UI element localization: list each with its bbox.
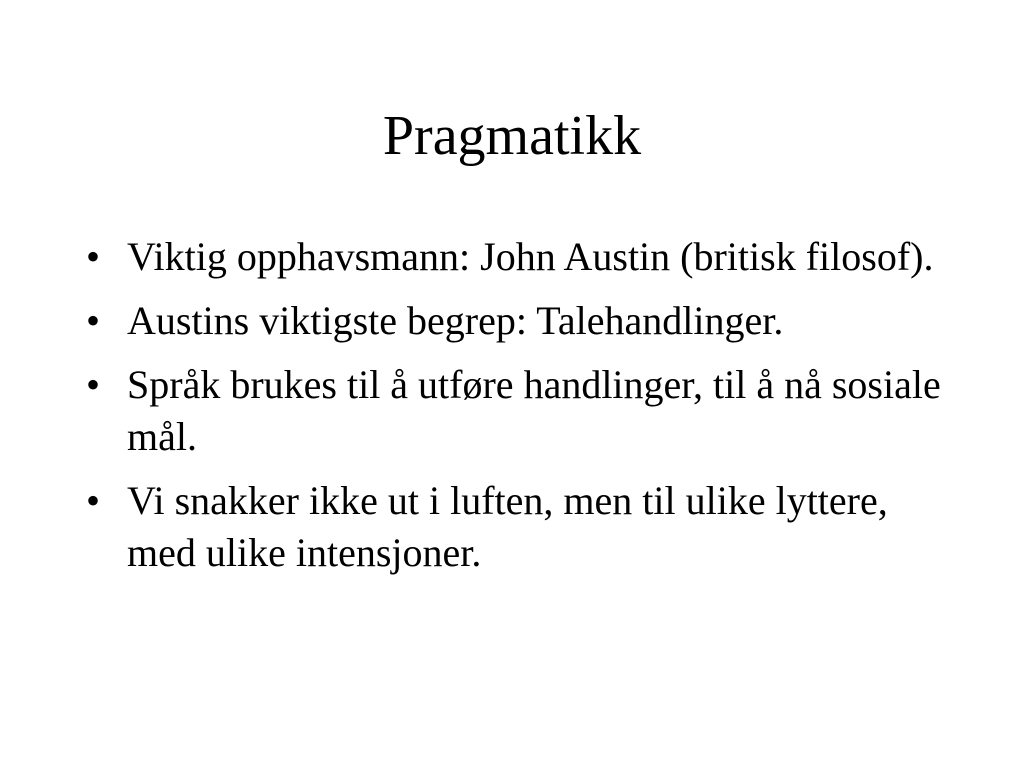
bullet-text: Viktig opphavsmann: John Austin (britisk filosof). xyxy=(127,234,934,279)
bullet-text: Vi snakker ikke ut i luften, men til ulike lyttere, med ulike intensjoner. xyxy=(127,478,888,575)
bullet-icon: • xyxy=(86,234,101,279)
bullet-item xyxy=(86,231,946,283)
bullet-icon: • xyxy=(86,362,101,407)
bullet-icon: • xyxy=(86,478,101,523)
bullet-icon: • xyxy=(86,298,101,343)
bullet-text: Austins viktigste begrep: Talehandlinger. xyxy=(127,298,784,343)
bullet-item xyxy=(86,295,946,347)
bullet-text: Språk brukes til å utføre handlinger, til å nå sosiale mål. xyxy=(127,362,941,459)
bullet-item xyxy=(86,359,946,463)
bullet-item xyxy=(86,475,946,579)
bullet-list xyxy=(86,231,946,591)
slide-title: Pragmatikk xyxy=(382,105,642,167)
